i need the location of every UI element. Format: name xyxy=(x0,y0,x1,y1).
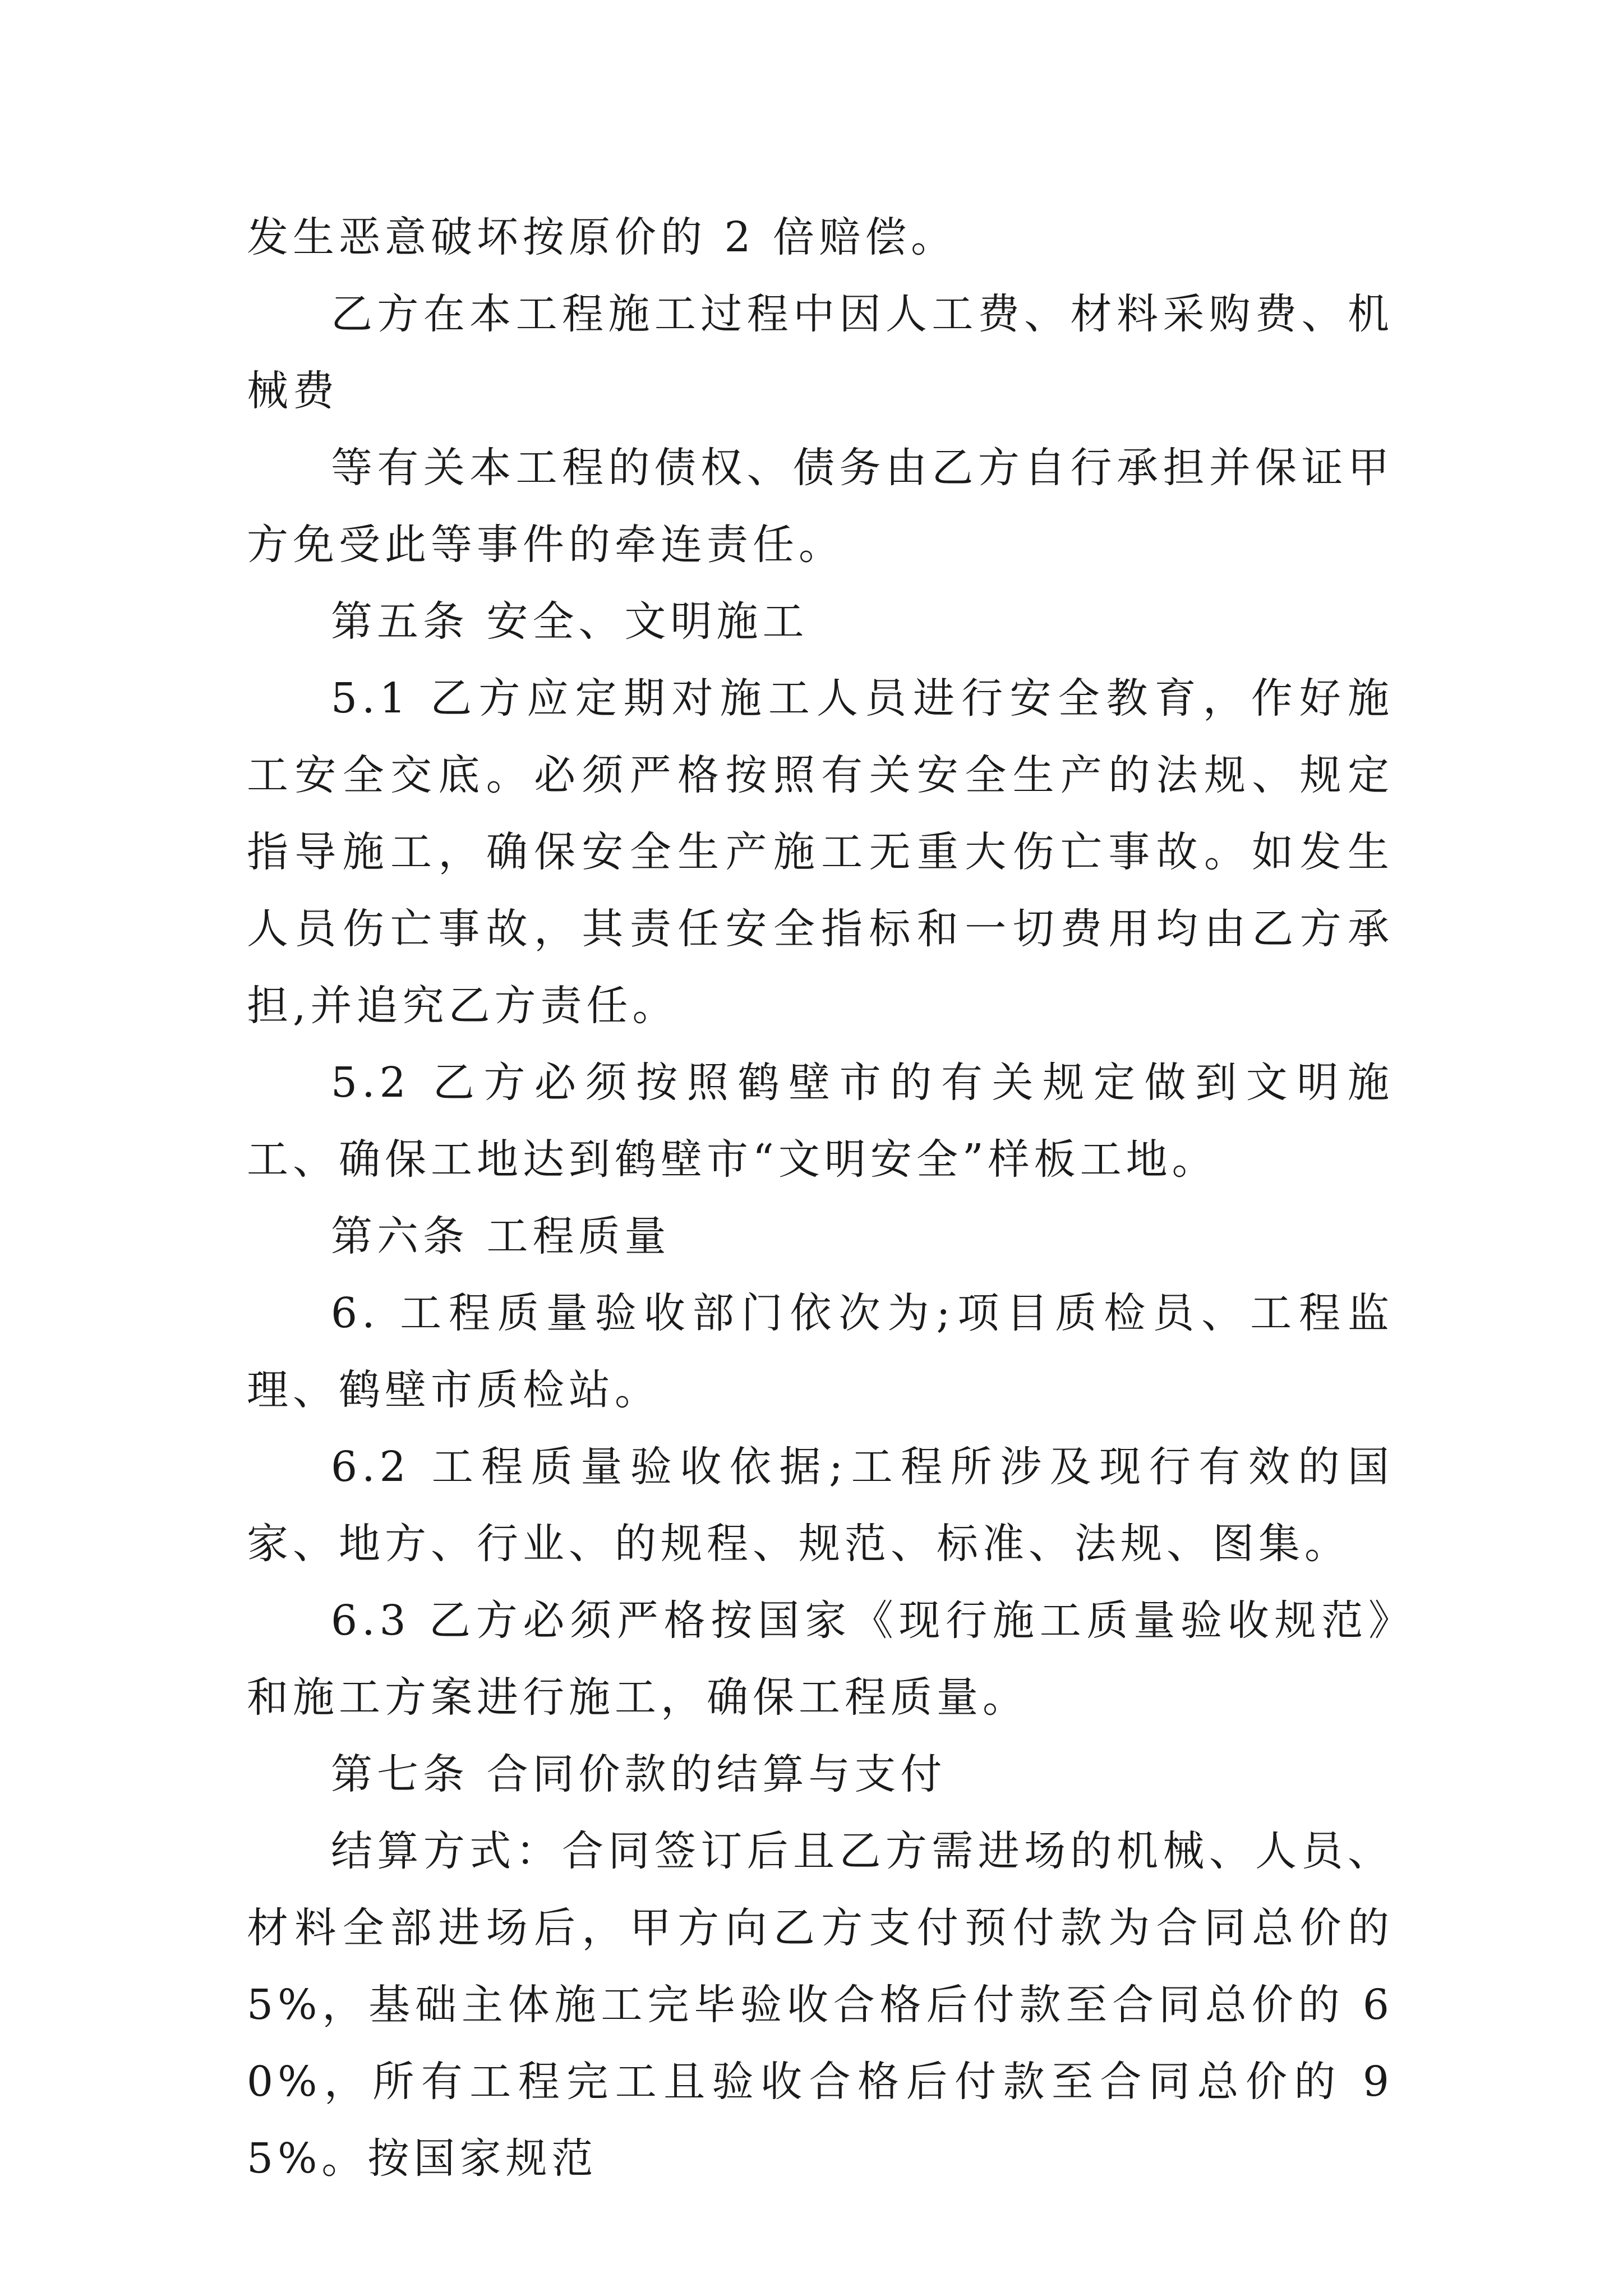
clause-5-2: 5.2 乙方必须按照鹤壁市的有关规定做到文明施工、确保工地达到鹤壁市“文明安全”样板工地。 xyxy=(247,1059,1394,1184)
paragraph-3: 等有关本工程的债权、债务由乙方自行承担并保证甲方免受此等事件的牵连责任。 xyxy=(247,444,1394,569)
clause-6-1: 6. 工程质量验收部门依次为;项目质检员、工程监理、鹤壁市质检站。 xyxy=(247,1289,1394,1414)
section-heading-7: 第七条 合同价款的结算与支付 xyxy=(331,1750,947,1798)
clause-6-2: 6.2 工程质量验收依据;工程所涉及现行有效的国家、地方、行业、的规程、规范、标准、法规、图集。 xyxy=(247,1443,1394,1568)
settlement-paragraph: 结算方式：合同签订后且乙方需进场的机械、人员、材料全部进场后，甲方向乙方支付预付款为合同总价的 5%，基础主体施工完毕验收合格后付款至合同总价的 60%，所有工程完工且验收合格后付款至合同总价的 95%。按国家规范 xyxy=(247,1827,1394,2183)
paragraph-1: 发生恶意破坏按原价的 2 倍赔偿。 xyxy=(247,213,957,261)
section-heading-5: 第五条 安全、文明施工 xyxy=(331,597,809,646)
paragraph-2: 乙方在本工程施工过程中因人工费、材料采购费、机械费 xyxy=(247,290,1394,415)
document-body xyxy=(247,199,1394,2197)
clause-6-3: 6.3 乙方必须严格按国家《现行施工质量验收规范》和施工方案进行施工，确保工程质量。 xyxy=(247,1596,1394,1722)
section-heading-6: 第六条 工程质量 xyxy=(331,1212,671,1260)
clause-5-1: 5.1 乙方应定期对施工人员进行安全教育，作好施工安全交底。必须严格按照有关安全生产的法规、规定指导施工，确保安全生产施工无重大伤亡事故。如发生人员伤亡事故，其责任安全指标和一切费用均由乙方承担,并追究乙方责任。 xyxy=(247,674,1394,1030)
